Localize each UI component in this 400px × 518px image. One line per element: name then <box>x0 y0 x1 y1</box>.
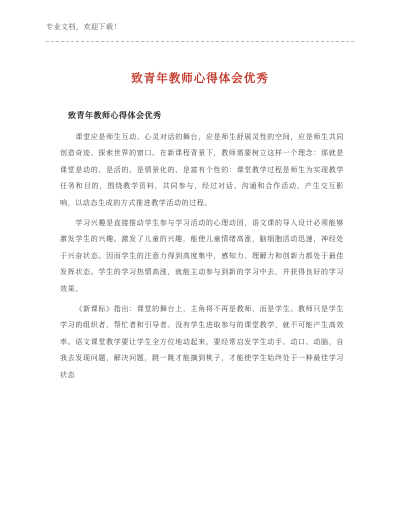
header-note: 专业文档，欢迎下载！ <box>46 23 121 31</box>
document-title: 致青年教师心得体会优秀 <box>131 71 269 85</box>
paragraph-2: 学习兴趣是直接推动学生参与学习活动的心理动因，语文课的导入设计必须能够激发学生的兴趣。激发了儿童的兴趣，能使儿童情绪高涨，脑细胞活动迅速，神经处于兴奋状态。因而学生的注意力得到高度集中，感知力、理解力和创新力都处于最佳发挥状态。学生的学习热情高涨，就能主动参与到新的学习中去，并获得良好的学习效果。 <box>60 219 344 293</box>
header-divider <box>46 41 354 42</box>
document-subtitle: 致青年教师心得体会优秀 <box>68 111 162 120</box>
paragraph-3: 《新课标》指出：课堂的舞台上，主角将不再是教师，而是学生。教师只是学生学习的组织者、帮忙者和引导者。没有学生进取参与的课堂教学，就不可能产生高效率。语文课堂教学要让学生全方位地动起来，要经常启发学生动手、动口、动脑，自我去发现问题，解决问题，跳一跳才能摘到桃子，才能使学生始终处于一种最佳学习状态 <box>60 305 344 379</box>
paragraph-1: 课堂应是师生互动、心灵对话的舞台，应是师生舒展灵性的空间，应是师生共同创造奇迹、探索世界的窗口。在新课程背景下，教师需要树立这样一个理念：那就是课堂是动的、是活的、是情景化的、是富有个性的：课堂教学过程是师生为实现教学任务和目的，围绕教学资料，共同参与，经过对话、沟通和合作活动，产生交互影响，以动态生成的方式推进教学活动的过程。 <box>60 133 344 207</box>
document-body <box>60 129 344 387</box>
